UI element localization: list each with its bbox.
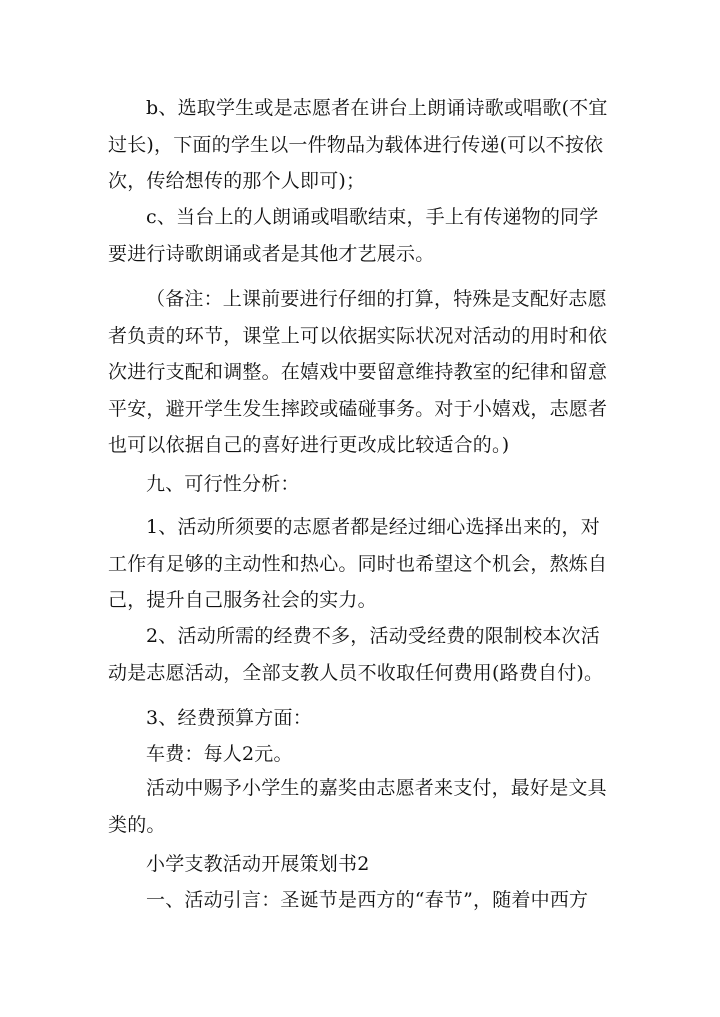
text-line: 也可以依据自己的喜好进行更改成比较适合的。) xyxy=(108,434,510,456)
paragraph-remarks xyxy=(108,281,608,464)
text-line: 1、活动所须要的志愿者都是经过细心选择出来的，对 xyxy=(146,516,600,538)
text-line: 平安，避开学生发生摔跤或磕碰事务。对于小嬉戏，志愿者 xyxy=(108,397,608,420)
text-line: 九、可行性分析： xyxy=(146,473,300,495)
text-line: 者负责的环节，课堂上可以依据实际状况对活动的用时和依 xyxy=(108,324,608,347)
paragraph-feasibility-1 xyxy=(108,509,608,619)
paragraph-feasibility-2 xyxy=(108,618,608,691)
text-line: b、选取学生或是志愿者在讲台上朗诵诗歌或唱歌(不宜 xyxy=(146,97,608,119)
text-line: 车费：每人2元。 xyxy=(146,743,293,765)
text-line: 活动中赐予小学生的嘉奖由志愿者来支付，最好是文具 xyxy=(146,777,607,799)
paragraph-rewards xyxy=(108,770,608,843)
text-line: 小学支教活动开展策划书2 xyxy=(146,853,370,875)
paragraph-activity-step-b xyxy=(108,90,608,200)
text-line: 次进行支配和调整。在嬉戏中要留意维持教室的纪律和留意 xyxy=(108,361,608,383)
paragraph-fare xyxy=(108,736,608,773)
paragraph-budget-heading xyxy=(108,700,608,737)
paragraph-intro xyxy=(108,882,608,919)
document-subtitle xyxy=(108,846,608,883)
text-line: 2、活动所需的经费不多，活动受经费的限制校本次活 xyxy=(146,625,600,647)
text-line: 要进行诗歌朗诵或者是其他才艺展示。 xyxy=(108,242,435,265)
text-line: 次，传给想传的那个人即可)； xyxy=(108,170,366,192)
text-line: （备注：上课前要进行仔细的打算，特殊是支配好志愿 xyxy=(146,288,607,310)
paragraph-activity-step-c xyxy=(108,199,608,272)
text-line: 工作有足够的主动性和热心。同时也希望这个机会，熬炼自 xyxy=(108,552,608,575)
text-line: 动是志愿活动，全部支教人员不收取任何费用(路费自付)。 xyxy=(108,661,604,684)
text-line: 类的。 xyxy=(108,813,166,836)
text-line: 己，提升自己服务社会的实力。 xyxy=(108,589,377,611)
section-heading-feasibility xyxy=(108,466,608,503)
text-line: c、当台上的人朗诵或唱歌结束，手上有传递物的同学 xyxy=(146,206,599,228)
text-line: 过长)，下面的学生以一件物品为载体进行传递(可以不按依 xyxy=(108,133,604,156)
text-line: 一、活动引言：圣诞节是西方的“春节”，随着中西方 xyxy=(146,889,589,911)
text-line: 3、经费预算方面： xyxy=(146,707,312,729)
